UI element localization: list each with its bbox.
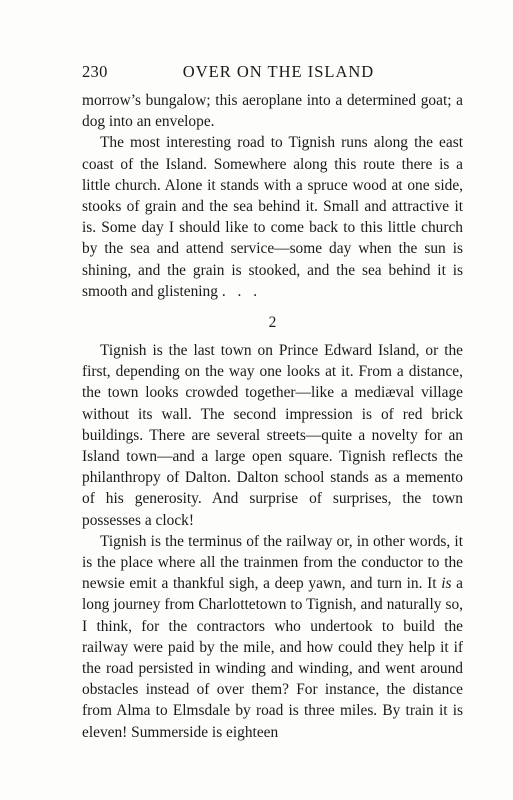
page-number: 230	[82, 62, 108, 81]
emphasis-is: is	[441, 575, 452, 593]
section-number: 2	[268, 314, 277, 332]
paragraph-text: The most interesting road to Tignish runs along the east coast of the Island. Somewhere along this route there is a little church. Alone it stands with a spruce wood at one side, stooks of grain and the sea behind it. Small and attractive it is. Some day I should like to come back to this little church by the sea and attend service—some day when the sun is shining, and the grain is stooked, and the sea behind it is smooth and glistening	[82, 134, 463, 300]
paragraph-continuation: morrow’s bungalow; this aeroplane into a determined goat; a dog into an envelope.	[82, 92, 463, 131]
paragraph-text-part-1: Tignish is the terminus of the railway or, in other words, it is the place where all the trainmen from the conductor to the newsie emit a thankful sigh, a deep yawn, and turn in. It	[82, 532, 463, 593]
paragraph-tignish-town: Tignish is the last town on Prince Edward Island, or the first, depending on the way one looks at it. From a distance, the town looks crowded together—like a mediæval village without its wall. The second impression is of red brick buildings. There are several streets—quite a novelty for an Island town—and a large open square. Tignish reflects the philanthropy of Dalton. Dalton school stands as a memento of his generosity. And surprise of surprises, the town possesses a clock!	[82, 342, 463, 529]
ellipsis: . . .	[221, 282, 262, 300]
page-header	[82, 62, 463, 82]
paragraph-road-to-tignish	[82, 132, 463, 302]
running-head: OVER ON THE ISLAND	[182, 62, 375, 81]
paragraph-railway-terminus	[82, 531, 463, 743]
paragraph-text-part-2: a long journey from Charlottetown to Tignish, and naturally so, I think, for the contractors who undertook to build the railway were paid by the mile, and how could they help it if the road persisted in winding and winding, and went around obstacles instead of over them? For instance, the distance from Alma to Elmsdale by road is three miles. By train it is eleven! Summerside is eighteen	[82, 575, 463, 741]
page-body	[82, 90, 463, 743]
